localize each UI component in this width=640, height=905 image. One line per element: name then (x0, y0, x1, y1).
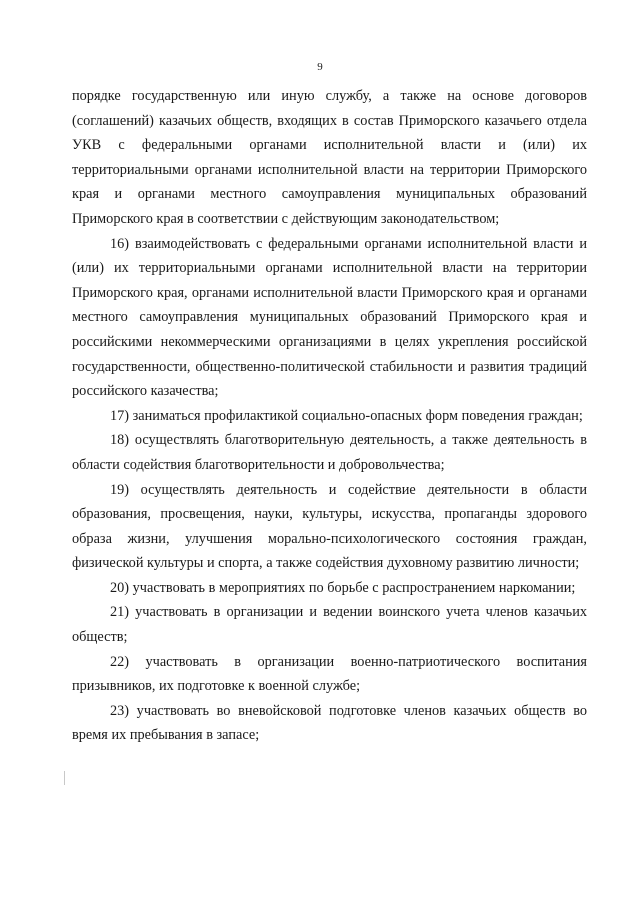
document-body (72, 84, 587, 748)
paragraph-item-16: 16) взаимодействовать с федеральными органами исполнительной власти и (или) их территориальными органами исполнительной власти на территории Приморского края, органами исполнительной власти Приморского края и органами местного самоуправления муниципальных образований Приморского края и российскими некоммерческими организациями в целях укрепления российской государственности, общественно-политической стабильности и развития традиций российского казачества; (72, 235, 587, 400)
paragraph-item-21: 21) участвовать в организации и ведении воинского учета членов казачьих обществ; (72, 604, 587, 646)
paragraph-item-20: 20) участвовать в мероприятиях по борьбе с распространением наркомании; (110, 579, 576, 596)
page-number: 9 (317, 61, 323, 73)
scan-margin-mark (64, 771, 65, 785)
paragraph-item-18: 18) осуществлять благотворительную деятельность, а также деятельность в области содействия благотворительности и добровольчества; (72, 432, 587, 473)
paragraph-item-22: 22) участвовать в организации военно-патриотического воспитания призывников, их подготовке к военной службе; (72, 653, 587, 695)
paragraph-continuation: порядке государственную или иную службу, а также на основе договоров (соглашений) казачьих обществ, входящих в состав Приморского казачьего отдела УКВ с федеральными органами исполнительной власти и (или) их территориальными органами исполнительной власти на территории Приморского края и органами местного самоуправления муниципальных образований Приморского края в соответствии с действующим законодательством; (72, 88, 587, 227)
paragraph-item-23: 23) участвовать во вневойсковой подготовке членов казачьих обществ во время их пребывания в запасе; (72, 702, 587, 744)
paragraph-item-19: 19) осуществлять деятельность и содействие деятельности в области образования, просвещения, науки, культуры, искусства, пропаганды здорового образа жизни, улучшения морально-психологического состояния граждан, физической культуры и спорта, а также содействия духовному развитию личности; (72, 481, 587, 572)
paragraph-item-17: 17) заниматься профилактикой социально-опасных форм поведения граждан; (110, 407, 583, 424)
